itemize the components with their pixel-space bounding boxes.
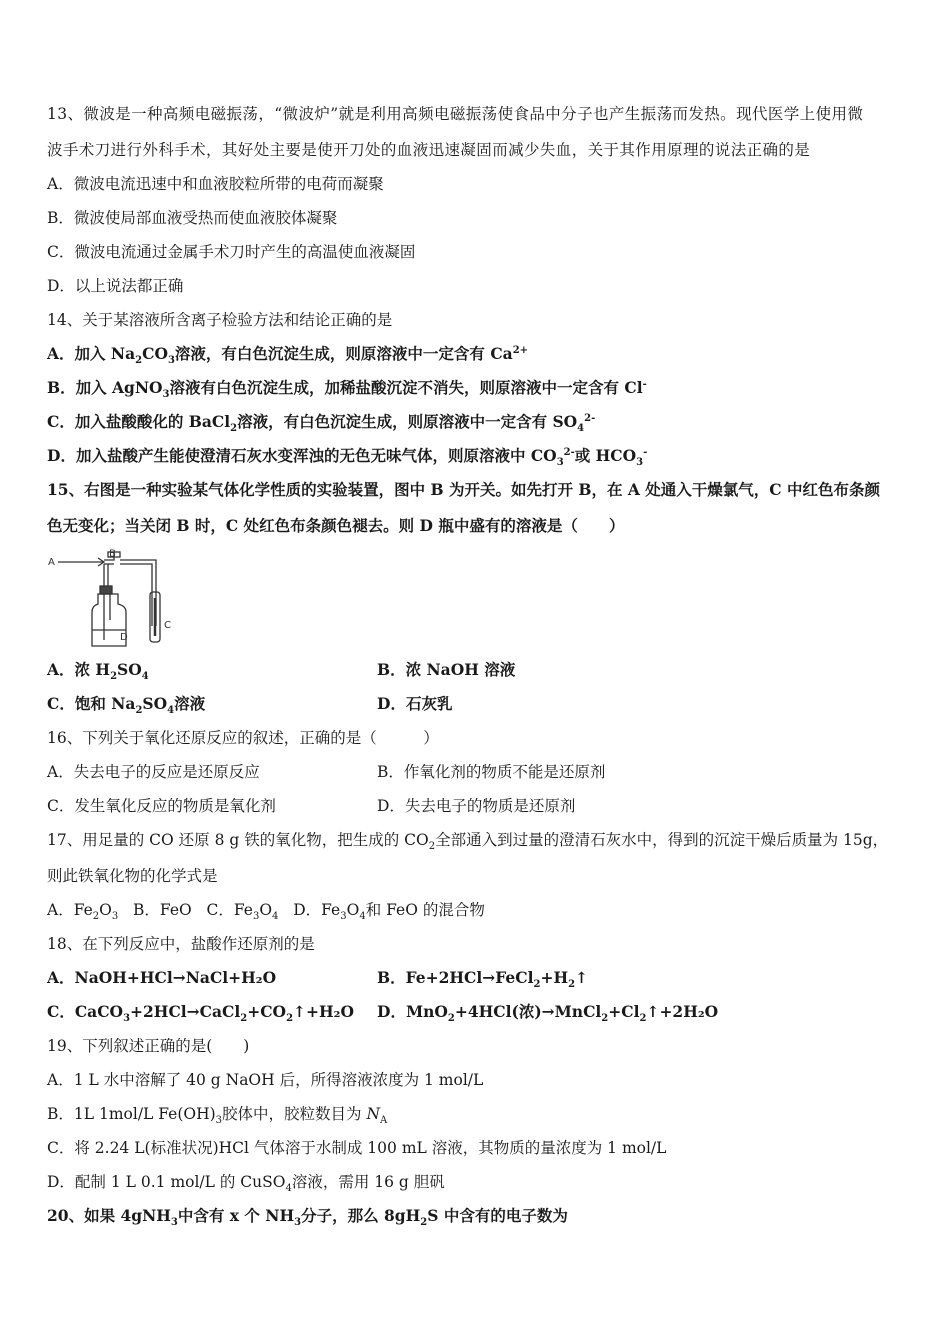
q15-option-b: B．浓 NaOH 溶液 — [377, 660, 516, 679]
q19-option-b: B．1L 1mol/L $Fe(OH)_3$胶体中，胶粒数目为 $N_A$ — [47, 1105, 388, 1127]
q15-options-row1 — [47, 660, 910, 683]
q13-option-b: B．微波使局部血液受热而使血液胶体凝聚 — [47, 209, 338, 227]
q17-options — [47, 900, 910, 923]
q19-option-c: C．将 2.24 L(标准状况)HCl 气体溶于水制成 100 mL 溶液，其物质的量浓度为 1 mol/L — [47, 1139, 667, 1157]
q16-option-c: C．发生氧化反应的物质是氧化剂 — [47, 797, 276, 815]
q18-option-c: C．$CaCO_3+2HCl\to CaCl_2+CO_2↑+H_2O$ — [47, 1002, 354, 1025]
q18-stem: 18、在下列反应中，盐酸作还原剂的是 — [47, 935, 315, 953]
q18-option-b: B．$Fe+2HCl\to FeCl_2+H_2↑$ — [377, 968, 589, 991]
q15-options-row2 — [47, 694, 910, 717]
figure-label-b: B — [109, 548, 116, 560]
q19-option-d: D．配制 1 L 0.1 mol/L 的 CuSO$_4$溶液，需用 16 g 胆矾 — [47, 1173, 445, 1195]
q13-option-a: A．微波电流迅速中和血液胶粒所带的电荷而凝聚 — [47, 175, 384, 193]
q17-option-d: D．$Fe_3O_4$和 FeO 的混合物 — [293, 901, 485, 923]
q14-option-b: B．加入 AgNO$_3$溶液有白色沉淀生成，加稀盐酸沉淀不消失，则原溶液中一定含有 Cl- — [47, 378, 647, 401]
figure-label-a: A — [48, 557, 55, 568]
q17-stem-line2: 则此铁氧化物的化学式是 — [47, 867, 218, 885]
q16-stem: 16、下列关于氧化还原反应的叙述，正确的是（ ） — [47, 729, 439, 747]
q16-options-row2 — [47, 796, 910, 816]
q18-option-d: D．MnO$_2$+4HCl(浓)$\to MnCl_2+Cl_2↑+2H_2O$ — [377, 1002, 719, 1025]
q13-option-d: D．以上说法都正确 — [47, 277, 184, 295]
figure-label-c: C — [164, 620, 171, 631]
q16-option-a: A．失去电子的反应是还原反应 — [47, 763, 260, 781]
q16-options-row1 — [47, 762, 910, 782]
q13-stem-line1: 13、微波是一种高频电磁振荡，“微波炉”就是利用高频电磁振荡使食品中分子也产生振荡而发热。现代医学上使用微 — [47, 105, 864, 123]
q15-stem-line2: 色无变化；当关闭 B 时，C 处红色布条颜色褪去。则 D 瓶中盛有的溶液是（ ） — [47, 516, 625, 535]
q18-options-row2 — [47, 1002, 910, 1025]
q15-option-a: A．浓 $H_2SO_4$ — [47, 660, 149, 683]
q15-option-c: C．饱和 $Na_2SO_4$溶液 — [47, 694, 206, 717]
q17-option-b: B．FeO — [133, 901, 192, 919]
gas-apparatus-figure — [46, 548, 186, 650]
q19-stem: 19、下列叙述正确的是( ) — [47, 1037, 250, 1055]
q19-option-a: A．1 L 水中溶解了 40 g NaOH 后，所得溶液浓度为 1 mol/L — [47, 1071, 484, 1089]
q16-option-d: D．失去电子的物质是还原剂 — [377, 797, 576, 815]
q15-option-d: D．石灰乳 — [377, 694, 453, 713]
q17-stem-line1: 17、用足量的 CO 还原 8 g 铁的氧化物，把生成的 $CO_2$全部通入到过量的澄清石灰水中，得到的沉淀干燥后质量为 15g， — [47, 831, 889, 853]
q14-option-a: A．加入 $Na_2CO_3$溶液，有白色沉淀生成，则原溶液中一定含有 $Ca^{2+}$ — [47, 344, 529, 367]
q16-option-b: B．作氧化剂的物质不能是还原剂 — [377, 763, 606, 781]
q14-stem: 14、关于某溶液所含离子检验方法和结论正确的是 — [47, 311, 393, 329]
q18-options-row1 — [47, 968, 910, 991]
figure-label-d: D — [120, 632, 128, 643]
q17-option-a: A．$Fe_2O_3$ — [47, 901, 119, 923]
q14-option-d: D．加入盐酸产生能使澄清石灰水变浑浊的无色无味气体，则原溶液中 $CO_3^{2-}$或 $HCO_3^-$ — [47, 446, 648, 469]
q20-stem: 20、如果 4gNH$_3$中含有 x 个 $NH_3$分子，那么 $8gH_2S$ 中含有的电子数为 — [47, 1206, 568, 1229]
q13-stem-line2: 波手术刀进行外科手术，其好处主要是使开刀处的血液迅速凝固而减少失血，关于其作用原理的说法正确的是 — [47, 141, 811, 159]
q18-option-a: A．NaOH+HCl→NaCl+H₂O — [47, 968, 277, 987]
q14-option-c: C．加入盐酸酸化的 BaCl$_2$溶液，有白色沉淀生成，则原溶液中一定含有 $SO_4^{2-}$ — [47, 412, 596, 435]
q15-stem-line1: 15、右图是一种实验某气体化学性质的实验装置，图中 B 为开关。如先打开 B，在 A 处通入干燥氯气，C 中红色布条颜 — [47, 480, 881, 499]
q17-option-c: C．$Fe_3O_4$ — [206, 901, 279, 923]
q13-option-c: C．微波电流通过金属手术刀时产生的高温使血液凝固 — [47, 243, 416, 261]
